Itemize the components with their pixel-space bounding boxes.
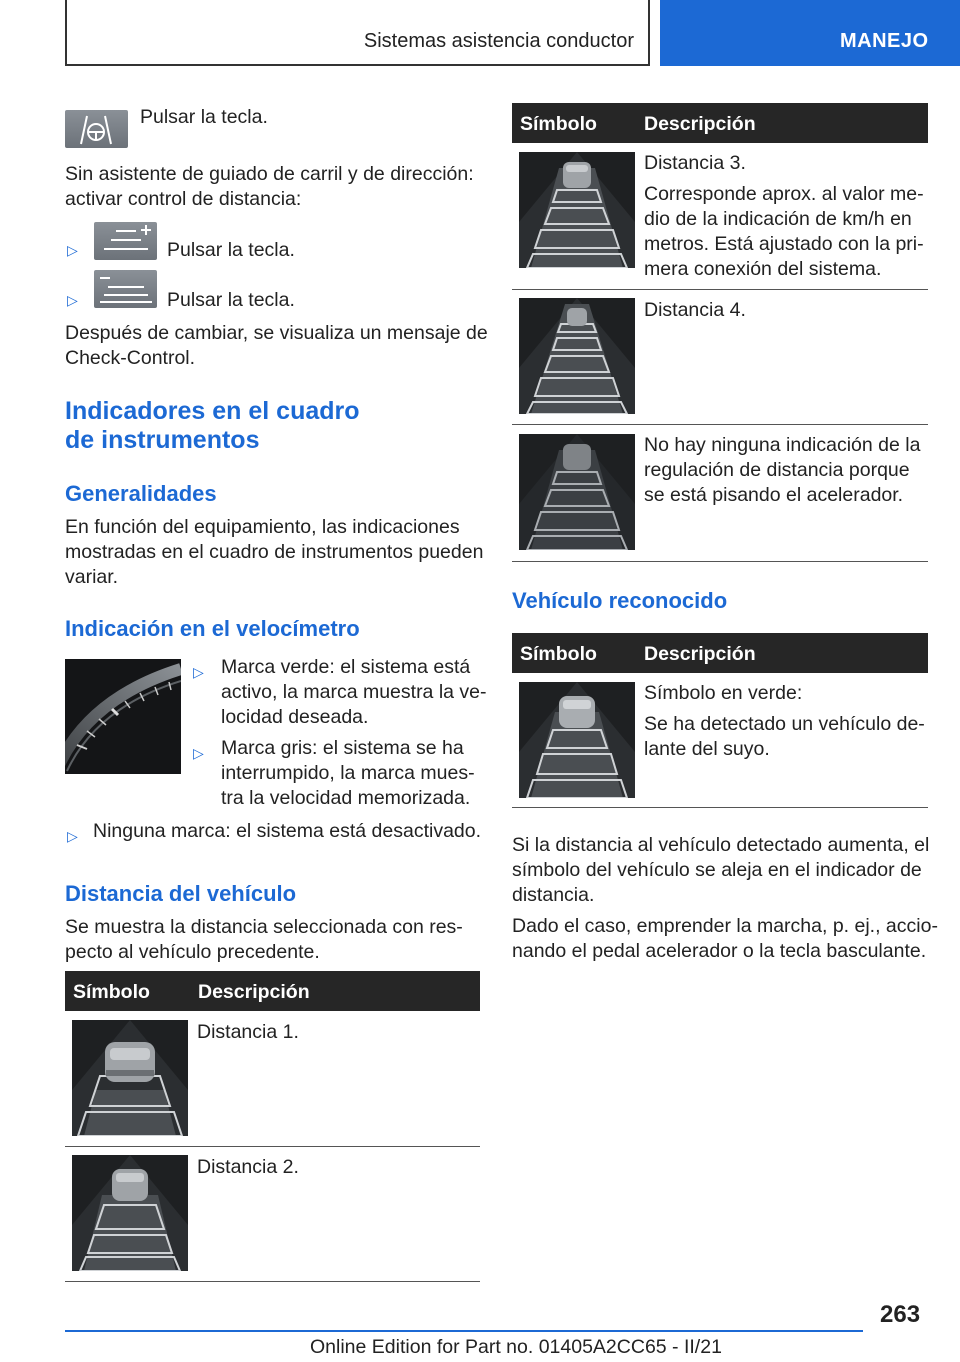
footer-edition: Online Edition for Part no. 01405A2CC65 - II/21 [310,1336,722,1358]
general-line-2: mostradas en el cuadro de instrumentos pueden [65,541,484,563]
after-change-line-1: Después de cambiar, se visualiza un mensaje de [65,322,488,344]
triangle-right-icon: ▷ [193,745,204,761]
table-row-divider [65,1281,480,1282]
chapter-tab[interactable] [660,0,960,66]
grey-mark-line-2: interrumpido, la marca mues- [221,762,475,784]
steering-assistant-key-icon [65,110,128,148]
grey-mark-line-1: Marca gris: el sistema se ha [221,737,464,759]
section-title: Sistemas asistencia conductor [363,30,634,52]
table3-col-description: Descripción [644,643,756,665]
distance-1-icon [72,1020,188,1136]
distance-4-icon [519,298,635,414]
table2-row2-title: Distancia 4. [644,299,746,321]
table3-row-line-3: lante del suyo. [644,738,770,760]
heading-general: Generalidades [65,481,217,506]
table2-row1-line-2: dio de la indicación de km/h en [644,208,912,230]
table2-col-symbol: Símbolo [520,113,597,135]
recognized-para1-line-3: distancia. [512,884,595,906]
table2-row1-line-4: mera conexión del sistema. [644,258,882,280]
intro-line-1: Sin asistente de guiado de carril y de dirección: [65,163,474,185]
table2-row3-line-3: se está pisando el acelerador. [644,484,904,506]
intro-line-2: activar control de distancia: [65,188,302,210]
table1-row1-text: Distancia 1. [197,1021,299,1043]
table-row-divider [65,1146,480,1147]
page-number: 263 [880,1301,921,1328]
table2-row3-line-1: No hay ninguna indicación de la [644,434,921,456]
recognized-para1-line-1: Si la distancia al vehículo detectado aumenta, el [512,834,930,856]
table-row-divider [512,424,928,425]
triangle-right-icon: ▷ [67,828,78,844]
general-line-1: En función del equipamiento, las indicaciones [65,516,460,538]
after-change-line-2: Check-Control. [65,347,196,369]
distance-3-icon [519,152,635,268]
distance-line-2: pecto al vehículo precedente. [65,941,320,963]
table3-row-line-1: Símbolo en verde: [644,682,803,704]
triangle-right-icon: ▷ [67,292,78,308]
no-regulation-icon [519,434,635,550]
chapter-tab-label: MANEJO [840,30,929,52]
table-row-divider [512,289,928,290]
table2-row3-line-2: regulación de distancia porque [644,459,910,481]
table2-col-description: Descripción [644,113,756,135]
table2-row1-line-1: Corresponde aprox. al valor me- [644,183,924,205]
heading-distance: Distancia del vehículo [65,881,297,906]
table1-col-description: Descripción [198,981,310,1003]
table1-row2-text: Distancia 2. [197,1156,299,1178]
vehicle-detected-icon [519,682,635,798]
press-key-text-1: Pulsar la tecla. [140,106,268,128]
distance-minus-key-icon [94,270,157,308]
grey-mark-line-3: tra la velocidad memorizada. [221,787,471,809]
green-mark-line-1: Marca verde: el sistema está [221,656,471,678]
recognized-para2-line-1: Dado el caso, emprender la marcha, p. ej., accio- [512,915,938,937]
bullet-plus-text: Pulsar la tecla. [167,239,295,261]
table2-header [512,103,928,143]
footer-divider [65,1330,863,1332]
distance-2-icon [72,1155,188,1271]
table-row-divider [512,561,928,562]
green-mark-line-3: locidad deseada. [221,706,369,728]
recognized-para2-line-2: nando el pedal acelerador o la tecla basculante. [512,940,927,962]
triangle-right-icon: ▷ [193,664,204,680]
table2-row1-line-3: metros. Está ajustado con la pri- [644,233,924,255]
speedometer-image [65,659,181,774]
heading-speedometer: Indicación en el velocímetro [65,616,360,641]
bullet-minus-text: Pulsar la tecla. [167,289,295,311]
distance-line-1: Se muestra la distancia seleccionada con res- [65,916,463,938]
header-box [65,0,650,66]
heading-instruments-1: Indicadores en el cuadro [65,397,360,425]
general-line-3: variar. [65,566,119,588]
table2-row1-title: Distancia 3. [644,152,746,174]
table1-col-symbol: Símbolo [73,981,150,1003]
table-row-divider [512,807,928,808]
green-mark-line-2: activo, la marca muestra la ve- [221,681,487,703]
recognized-para1-line-2: símbolo del vehículo se aleja en el indicador de [512,859,922,881]
table3-row-line-2: Se ha detectado un vehículo de- [644,713,925,735]
triangle-right-icon: ▷ [67,242,78,258]
no-mark-text: Ninguna marca: el sistema está desactivado. [93,820,482,842]
table3-header [512,633,928,673]
table3-col-symbol: Símbolo [520,643,597,665]
heading-recognized-vehicle: Vehículo reconocido [512,588,728,613]
table1-header [65,971,480,1011]
heading-instruments-2: de instrumentos [65,426,260,454]
distance-plus-key-icon [94,222,157,260]
